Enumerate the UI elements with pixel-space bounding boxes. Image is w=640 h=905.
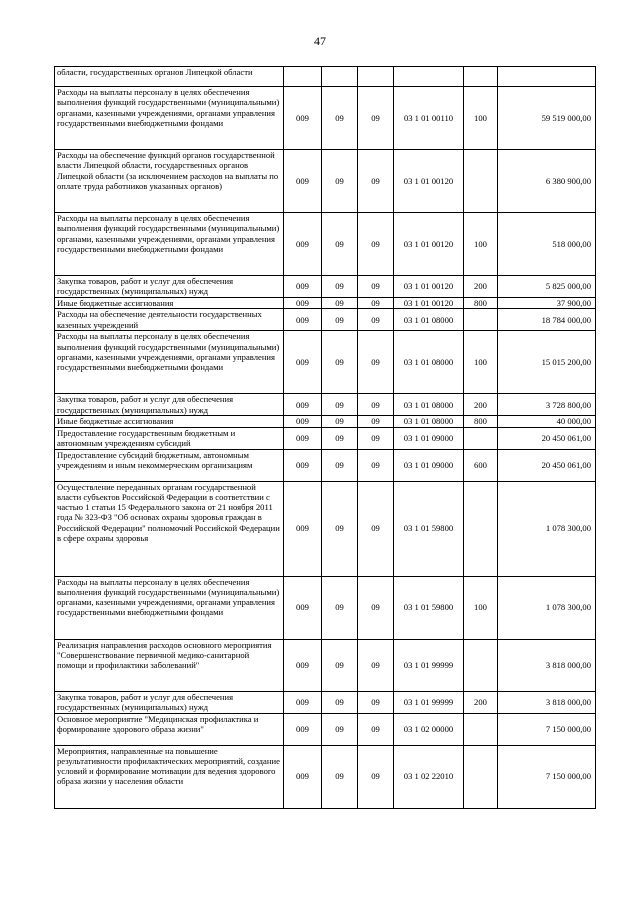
expense-type-code (464, 309, 498, 331)
subsection-code: 09 (358, 87, 394, 150)
table-row (55, 298, 596, 309)
amount: 20 450 061,00 (498, 427, 596, 449)
amount: 1 078 300,00 (498, 481, 596, 576)
table-row (55, 213, 596, 276)
subsection-code: 09 (358, 713, 394, 745)
ministry-code: 009 (284, 745, 322, 808)
section-code: 09 (322, 691, 358, 713)
expense-type-code (464, 427, 498, 449)
expense-type-code (464, 745, 498, 808)
amount: 6 380 900,00 (498, 150, 596, 213)
expense-type-code: 100 (464, 87, 498, 150)
expense-type-code: 600 (464, 449, 498, 481)
row-title: Осуществление переданных органам государственной власти субъектов Российской Федерации в соответствии с частью 1 статьи 15 Федерального закона от 21 ноября 2011 года № 323-ФЗ "Об основах охраны здоровья граждан в Российской Федерации" полномочий Российской Федерации в сфере охраны здоровья (55, 481, 284, 576)
ministry-code: 009 (284, 713, 322, 745)
expense-type-code: 100 (464, 331, 498, 394)
table-row (55, 449, 596, 481)
expense-type-code: 800 (464, 416, 498, 427)
subsection-code: 09 (358, 394, 394, 416)
ministry-code: 009 (284, 427, 322, 449)
row-title: области, государственных органов Липецкой области (55, 67, 284, 87)
ministry-code: 009 (284, 691, 322, 713)
section-code: 09 (322, 576, 358, 639)
section-code: 09 (322, 394, 358, 416)
row-title: Расходы на выплаты персоналу в целях обеспечения выполнения функций государственными (муниципальными) органами, казенными учреждениями, органами управления государственными внебюджетными фондами (55, 213, 284, 276)
subsection-code: 09 (358, 276, 394, 298)
ministry-code: 009 (284, 331, 322, 394)
ministry-code: 009 (284, 87, 322, 150)
subsection-code: 09 (358, 213, 394, 276)
amount: 7 150 000,00 (498, 713, 596, 745)
section-code: 09 (322, 449, 358, 481)
subsection-code: 09 (358, 481, 394, 576)
section-code: 09 (322, 639, 358, 691)
section-code: 09 (322, 87, 358, 150)
expense-type-code (464, 150, 498, 213)
target-article-code: 03 1 01 59800 (394, 481, 464, 576)
target-article-code: 03 1 01 00120 (394, 150, 464, 213)
expense-type-code: 200 (464, 394, 498, 416)
target-article-code: 03 1 01 99999 (394, 639, 464, 691)
amount: 20 450 061,00 (498, 449, 596, 481)
section-code: 09 (322, 309, 358, 331)
target-article-code: 03 1 01 00120 (394, 276, 464, 298)
amount: 518 000,00 (498, 213, 596, 276)
subsection-code: 09 (358, 298, 394, 309)
table-row (55, 87, 596, 150)
amount: 3 818 000,00 (498, 639, 596, 691)
table-row (55, 416, 596, 427)
section-code: 09 (322, 427, 358, 449)
row-title: Расходы на выплаты персоналу в целях обеспечения выполнения функций государственными (муниципальными) органами, казенными учреждениями, органами управления государственными внебюджетными фондами (55, 331, 284, 394)
ministry-code: 009 (284, 576, 322, 639)
target-article-code: 03 1 01 08000 (394, 309, 464, 331)
row-title: Закупка товаров, работ и услуг для обеспечения государственных (муниципальных) нужд (55, 691, 284, 713)
table-row (55, 481, 596, 576)
subsection-code: 09 (358, 150, 394, 213)
table-row (55, 309, 596, 331)
target-article-code: 03 1 01 08000 (394, 416, 464, 427)
amount: 40 000,00 (498, 416, 596, 427)
target-article-code: 03 1 01 08000 (394, 331, 464, 394)
section-code: 09 (322, 331, 358, 394)
row-title: Иные бюджетные ассигнования (55, 416, 284, 427)
section-code: 09 (322, 298, 358, 309)
table-row (55, 576, 596, 639)
section-code: 09 (322, 150, 358, 213)
target-article-code: 03 1 01 00110 (394, 87, 464, 150)
amount: 3 728 800,00 (498, 394, 596, 416)
target-article-code: 03 1 01 00120 (394, 213, 464, 276)
ministry-code: 009 (284, 481, 322, 576)
row-title: Реализация направления расходов основного мероприятия "Совершенствование первичной медико-санитарной помощи и профилактики заболеваний" (55, 639, 284, 691)
row-title: Иные бюджетные ассигнования (55, 298, 284, 309)
row-title: Основное мероприятие "Медицинская профилактика и формирование здорового образа жизни" (55, 713, 284, 745)
subsection-code: 09 (358, 416, 394, 427)
ministry-code: 009 (284, 309, 322, 331)
amount: 5 825 000,00 (498, 276, 596, 298)
expense-type-code: 200 (464, 276, 498, 298)
row-title: Расходы на выплаты персоналу в целях обеспечения выполнения функций государственными (муниципальными) органами, казенными учреждениями, органами управления государственными внебюджетными фондами (55, 87, 284, 150)
target-article-code: 03 1 01 09000 (394, 427, 464, 449)
target-article-code: 03 1 01 08000 (394, 394, 464, 416)
expense-type-code (464, 639, 498, 691)
expense-type-code: 100 (464, 213, 498, 276)
target-article-code: 03 1 02 22010 (394, 745, 464, 808)
ministry-code: 009 (284, 416, 322, 427)
row-title: Предоставление государственным бюджетным и автономным учреждениям субсидий (55, 427, 284, 449)
budget-table (54, 66, 596, 809)
table-row (55, 745, 596, 808)
page-number: 47 (314, 34, 326, 48)
subsection-code (358, 67, 394, 87)
section-code: 09 (322, 481, 358, 576)
section-code: 09 (322, 713, 358, 745)
row-title: Мероприятия, направленные на повышение результативности профилактических мероприятий, создание условий и формирование мотивации для ведения здорового образа жизни у населения области (55, 745, 284, 808)
amount: 37 900,00 (498, 298, 596, 309)
section-code: 09 (322, 416, 358, 427)
expense-type-code (464, 713, 498, 745)
subsection-code: 09 (358, 691, 394, 713)
section-code: 09 (322, 745, 358, 808)
ministry-code: 009 (284, 394, 322, 416)
row-title: Расходы на выплаты персоналу в целях обеспечения выполнения функций государственными (муниципальными) органами, казенными учреждениями, органами управления государственными внебюджетными фондами (55, 576, 284, 639)
subsection-code: 09 (358, 745, 394, 808)
amount: 7 150 000,00 (498, 745, 596, 808)
expense-type-code (464, 67, 498, 87)
table-row (55, 691, 596, 713)
table-row (55, 67, 596, 87)
target-article-code (394, 67, 464, 87)
section-code: 09 (322, 276, 358, 298)
expense-type-code: 100 (464, 576, 498, 639)
amount: 18 784 000,00 (498, 309, 596, 331)
section-code (322, 67, 358, 87)
amount: 3 818 000,00 (498, 691, 596, 713)
expense-type-code: 200 (464, 691, 498, 713)
row-title: Расходы на обеспечение функций органов государственной власти Липецкой области, государственных органов Липецкой области (за исключением расходов на выплаты по оплате труда работников указанных органов) (55, 150, 284, 213)
section-code: 09 (322, 213, 358, 276)
row-title: Закупка товаров, работ и услуг для обеспечения государственных (муниципальных) нужд (55, 394, 284, 416)
amount: 15 015 200,00 (498, 331, 596, 394)
amount (498, 67, 596, 87)
table-row (55, 150, 596, 213)
ministry-code: 009 (284, 449, 322, 481)
subsection-code: 09 (358, 427, 394, 449)
amount: 1 078 300,00 (498, 576, 596, 639)
expense-type-code: 800 (464, 298, 498, 309)
table-row (55, 331, 596, 394)
table-row (55, 276, 596, 298)
subsection-code: 09 (358, 449, 394, 481)
ministry-code: 009 (284, 150, 322, 213)
ministry-code: 009 (284, 276, 322, 298)
ministry-code: 009 (284, 639, 322, 691)
row-title: Закупка товаров, работ и услуг для обеспечения государственных (муниципальных) нужд (55, 276, 284, 298)
target-article-code: 03 1 01 00120 (394, 298, 464, 309)
target-article-code: 03 1 01 99999 (394, 691, 464, 713)
row-title: Расходы на обеспечение деятельности государственных казенных учреждений (55, 309, 284, 331)
subsection-code: 09 (358, 639, 394, 691)
table-row (55, 394, 596, 416)
row-title: Предоставление субсидий бюджетным, автономным учреждениям и иным некоммерческим организациям (55, 449, 284, 481)
subsection-code: 09 (358, 576, 394, 639)
ministry-code: 009 (284, 298, 322, 309)
table-row (55, 639, 596, 691)
table-row (55, 713, 596, 745)
amount: 59 519 000,00 (498, 87, 596, 150)
subsection-code: 09 (358, 309, 394, 331)
ministry-code (284, 67, 322, 87)
ministry-code: 009 (284, 213, 322, 276)
target-article-code: 03 1 01 09000 (394, 449, 464, 481)
target-article-code: 03 1 01 59800 (394, 576, 464, 639)
target-article-code: 03 1 02 00000 (394, 713, 464, 745)
expense-type-code (464, 481, 498, 576)
table-row (55, 427, 596, 449)
subsection-code: 09 (358, 331, 394, 394)
